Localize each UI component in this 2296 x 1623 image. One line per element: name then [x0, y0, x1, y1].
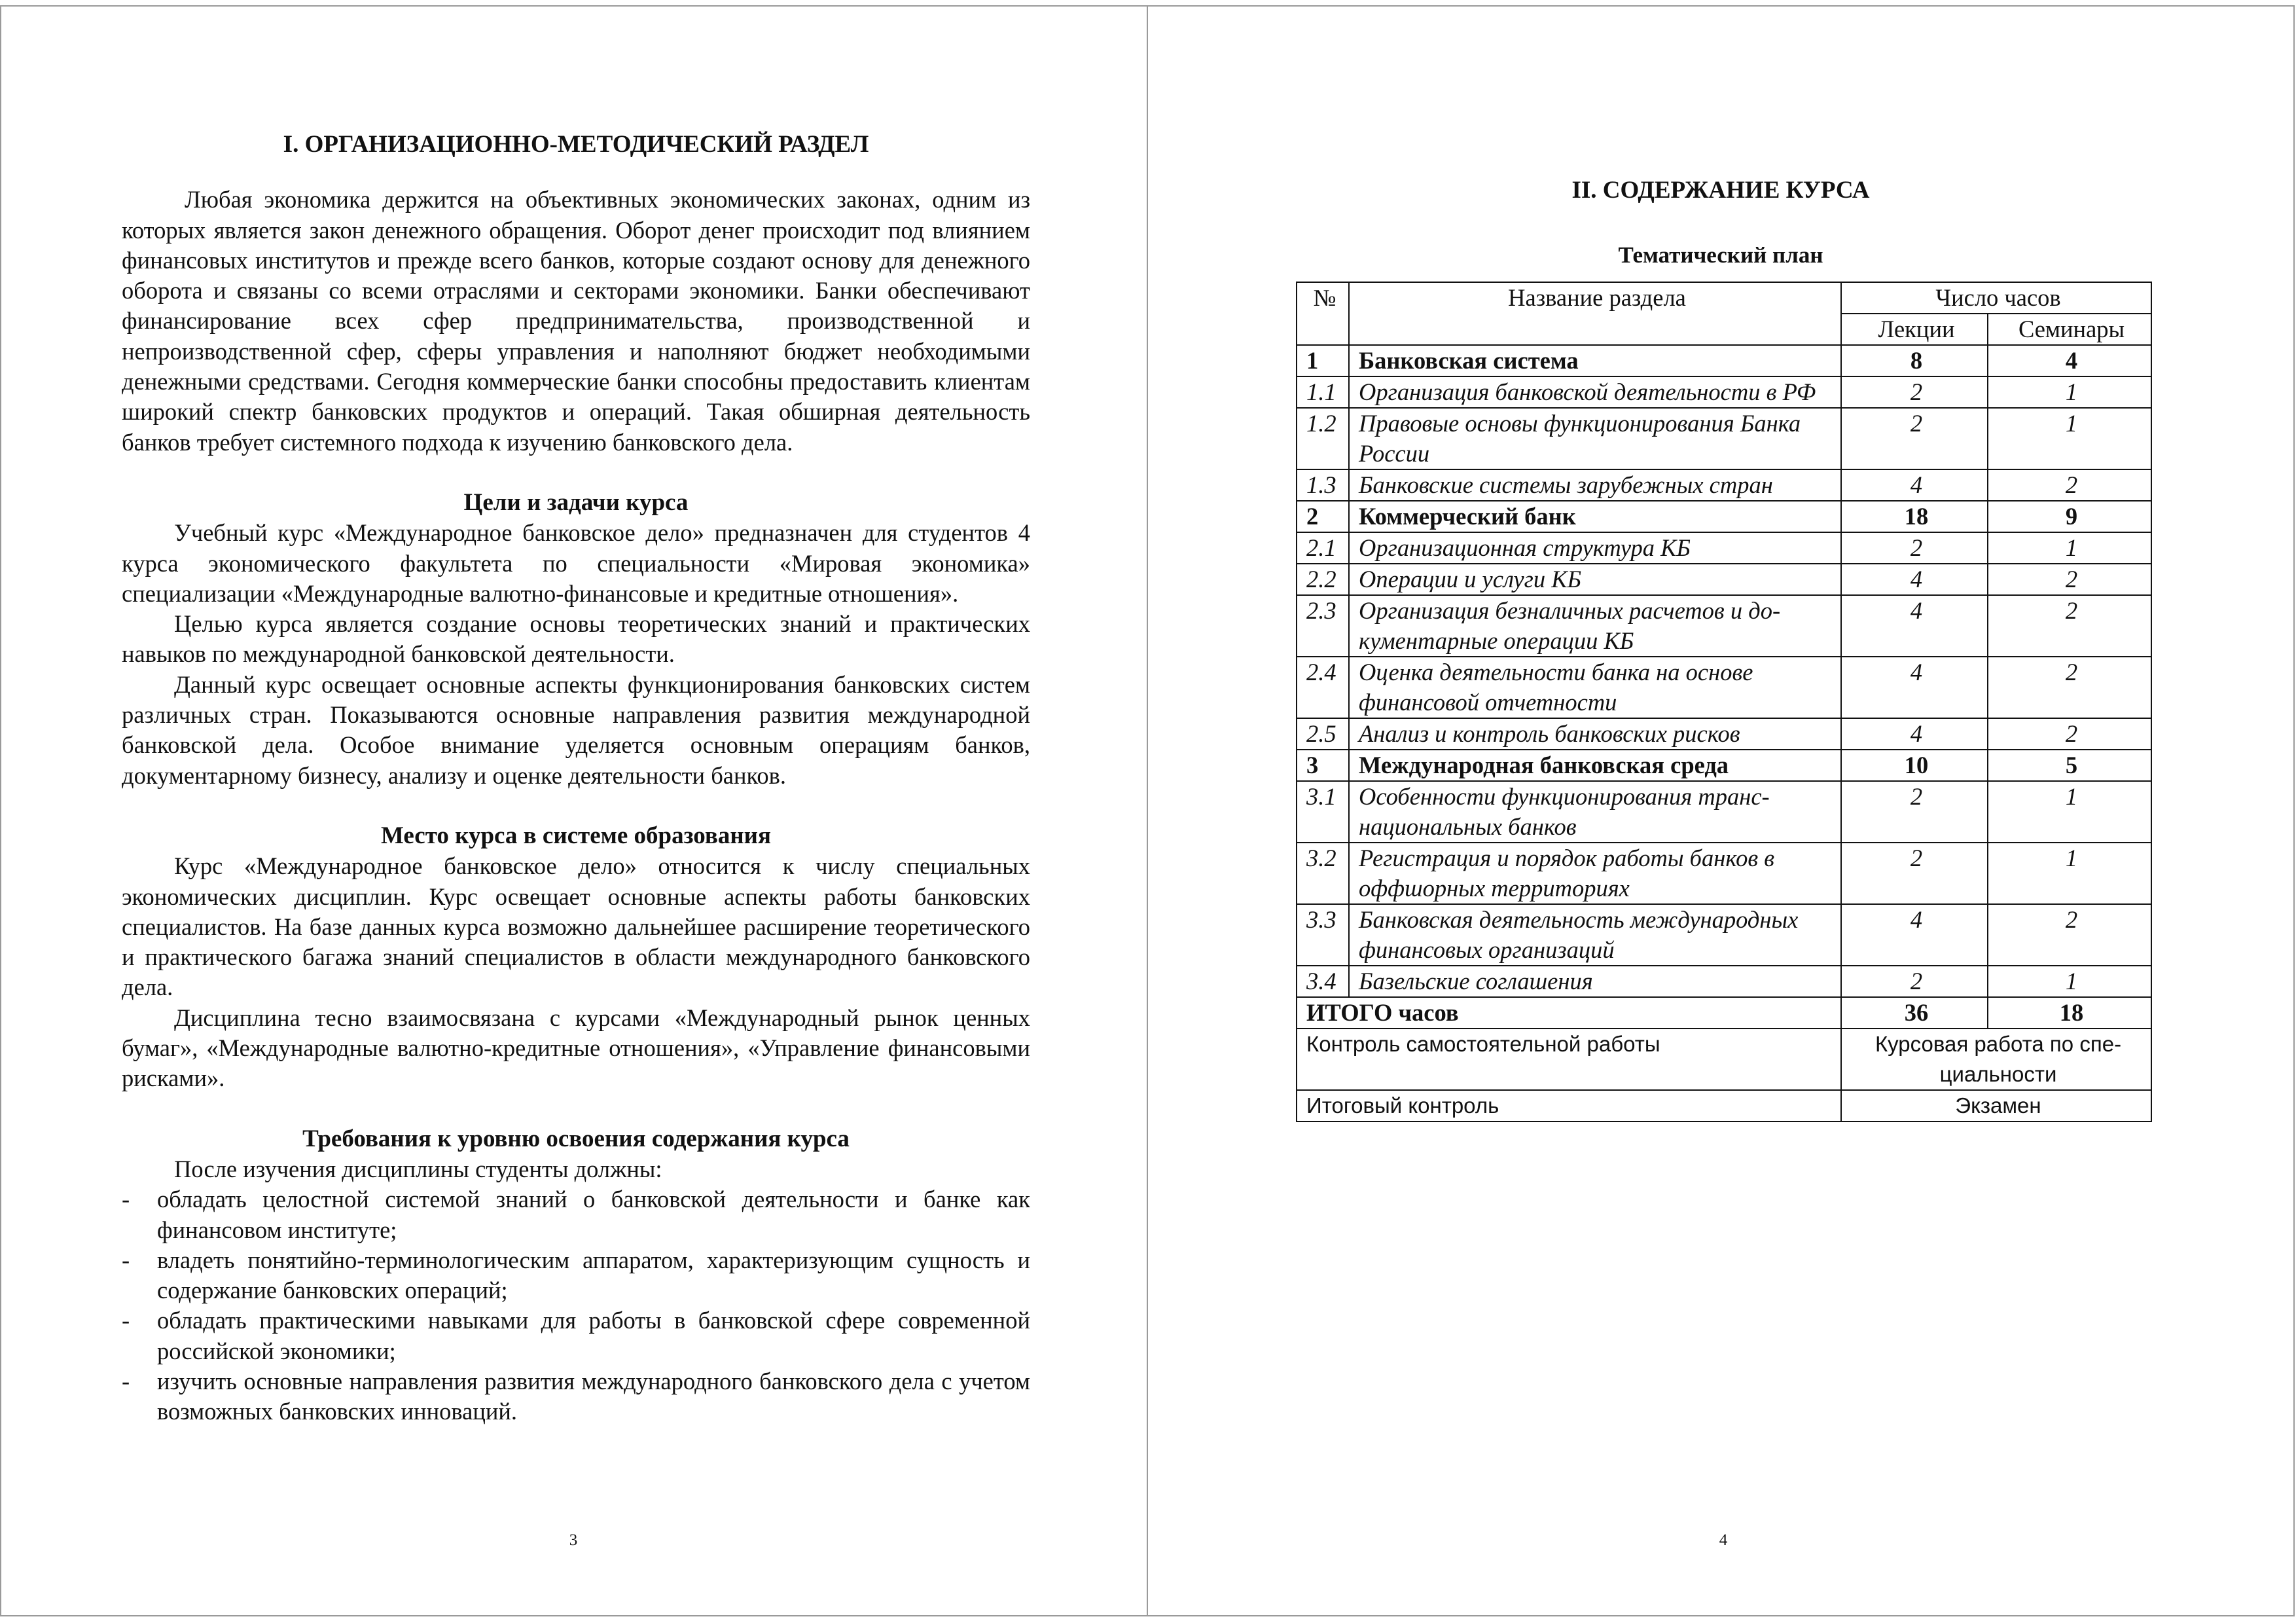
table-row — [1297, 781, 2151, 843]
control-label: Контроль самостоятельной работы — [1297, 1029, 1841, 1090]
table-row — [1297, 408, 2151, 469]
goals-heading: Цели и задачи курса — [463, 488, 689, 516]
requirement-item — [122, 1305, 1030, 1366]
row-seminars: 1 — [1988, 843, 2151, 904]
row-seminars: 9 — [1988, 501, 2151, 532]
spacer — [122, 791, 1030, 821]
table-row — [1297, 532, 2151, 564]
row-seminars: 1 — [1988, 966, 2151, 997]
row-seminars: 2 — [1988, 564, 2151, 595]
page-number: 4 — [1719, 1531, 1728, 1549]
final-control-value: Экзамен — [1841, 1090, 2151, 1122]
place-paragraph: Курс «Международное банковское дело» относится к числу специальных экономических дисциплин. Курс освещает основные аспекты работы банковских специалистов. На базе данных курса возможно дальнейшее расширение теоретического и практического багажа знаний специалистов в области международного банковского дела. — [122, 852, 1030, 1001]
row-lectures: 4 — [1841, 904, 1988, 966]
row-seminars: 1 — [1988, 532, 2151, 564]
row-number: 3.4 — [1297, 966, 1349, 997]
row-lectures: 2 — [1841, 408, 1988, 469]
total-label: ИТОГО часов — [1297, 997, 1841, 1029]
row-number: 1 — [1297, 345, 1349, 376]
requirement-text: обладать целостной системой знаний о банковской деятельности и банке как финансовом институте; — [157, 1186, 1030, 1243]
row-lectures: 10 — [1841, 750, 1988, 781]
table-final-row — [1297, 1090, 2151, 1122]
header-lectures: Лекции — [1841, 314, 1988, 345]
requirement-item — [122, 1366, 1030, 1427]
row-name: Операции и услуги КБ — [1349, 564, 1841, 595]
row-seminars: 1 — [1988, 376, 2151, 408]
row-number: 1.1 — [1297, 376, 1349, 408]
requirement-item — [122, 1245, 1030, 1306]
table-row — [1297, 501, 2151, 532]
row-seminars: 2 — [1988, 904, 2151, 966]
table-total-row — [1297, 997, 2151, 1029]
row-name: Особенности функционирования транснациональных банков — [1349, 781, 1841, 843]
row-name: Организация безналичных расчетов и документарные операции КБ — [1349, 595, 1841, 657]
row-name: Коммерческий банк — [1349, 501, 1841, 532]
page-number: 3 — [569, 1531, 578, 1549]
left-page — [0, 5, 1149, 1616]
row-seminars: 2 — [1988, 718, 2151, 750]
row-seminars: 5 — [1988, 750, 2151, 781]
left-page-content — [122, 130, 1030, 1427]
table-row — [1297, 345, 2151, 376]
row-seminars: 1 — [1988, 408, 2151, 469]
requirement-text: владеть понятийно-терминологическим аппаратом, характеризующим сущность и содержание банковских операций; — [157, 1246, 1030, 1304]
row-number: 2 — [1297, 501, 1349, 532]
row-lectures: 18 — [1841, 501, 1988, 532]
row-number: 3 — [1297, 750, 1349, 781]
row-number: 2.1 — [1297, 532, 1349, 564]
row-name: Банковские системы зарубежных стран — [1349, 469, 1841, 501]
table-row — [1297, 904, 2151, 966]
section-heading-course-content: II. СОДЕРЖАНИЕ КУРСА — [1571, 176, 1870, 204]
header-section-name: Название раздела — [1349, 282, 1841, 345]
row-seminars: 2 — [1988, 595, 2151, 657]
row-name: Организация банковской деятельности в РФ — [1349, 376, 1841, 408]
row-seminars: 4 — [1988, 345, 2151, 376]
requirement-item — [122, 1184, 1030, 1245]
row-name: Базельские соглашения — [1349, 966, 1841, 997]
row-seminars: 2 — [1988, 469, 2151, 501]
row-number: 1.3 — [1297, 469, 1349, 501]
final-control-label: Итоговый контроль — [1297, 1090, 1841, 1122]
spacer — [122, 458, 1030, 488]
row-seminars: 2 — [1988, 657, 2151, 718]
goals-paragraph: Учебный курс «Международное банковское дело» предназначен для студентов 4 курса экономического факультета по специальности «Мировая экономика» специализации «Международные валютно-финансовые и кредитные отношения». — [122, 519, 1030, 607]
thematic-plan-table — [1296, 282, 2152, 1122]
row-name: Оценка деятельности банка на основе финансовой отчетности — [1349, 657, 1841, 718]
dash-bullet: - — [122, 1307, 130, 1334]
table-row — [1297, 657, 2151, 718]
requirements-list — [122, 1184, 1030, 1427]
table-header-row — [1297, 282, 2151, 314]
row-lectures: 2 — [1841, 532, 1988, 564]
header-hours: Число часов — [1841, 282, 2151, 314]
goals-paragraph: Целью курса является создание основы теоретических знаний и практических навыков по международной банковской деятельности. — [122, 610, 1030, 668]
total-seminars: 18 — [1988, 997, 2151, 1029]
dash-bullet: - — [122, 1367, 130, 1395]
row-lectures: 2 — [1841, 966, 1988, 997]
header-seminars: Семинары — [1988, 314, 2151, 345]
goals-paragraph: Данный курс освещает основные аспекты функционирования банковских систем различных стран. Показываются основные направления развития международной банковской дела. Особое внимание уделяется основным операциям банков, документарному бизнесу, анализу и оценке деятельности банков. — [122, 670, 1030, 789]
row-number: 2.5 — [1297, 718, 1349, 750]
row-seminars: 1 — [1988, 781, 2151, 843]
requirement-text: обладать практическими навыками для работы в банковской сфере современной российской экономики; — [157, 1307, 1030, 1364]
row-number: 3.2 — [1297, 843, 1349, 904]
table-row — [1297, 564, 2151, 595]
requirements-heading: Требования к уровню освоения содержания курса — [302, 1125, 850, 1152]
requirements-intro: После изучения дисциплины студенты должны: — [174, 1155, 662, 1182]
spacer — [122, 1094, 1030, 1124]
row-lectures: 8 — [1841, 345, 1988, 376]
right-page-content — [1148, 7, 2293, 1615]
total-lectures: 36 — [1841, 997, 1988, 1029]
table-row — [1297, 966, 2151, 997]
row-name: Банковская система — [1349, 345, 1841, 376]
section-heading-organizational: I. ОРГАНИЗАЦИОННО-МЕТОДИЧЕСКИЙ РАЗДЕЛ — [283, 131, 869, 158]
requirement-text: изучить основные направления развития международного банковского дела с учетом возможных банковских инноваций. — [157, 1367, 1030, 1425]
row-lectures: 4 — [1841, 564, 1988, 595]
table-row — [1297, 469, 2151, 501]
row-name: Банковская деятельность международных финансовых организаций — [1349, 904, 1841, 966]
dash-bullet: - — [122, 1246, 130, 1273]
row-number: 2.3 — [1297, 595, 1349, 657]
place-paragraph: Дисциплина тесно взаимосвязана с курсами «Международный рынок ценных бумаг», «Международные валютно-кредитные отношения», «Управление финансовыми рисками». — [122, 1004, 1030, 1092]
row-lectures: 4 — [1841, 718, 1988, 750]
row-lectures: 2 — [1841, 376, 1988, 408]
row-number: 3.3 — [1297, 904, 1349, 966]
dash-bullet: - — [122, 1186, 130, 1213]
table-row — [1297, 376, 2151, 408]
control-value: Курсовая работа по специальности — [1841, 1029, 2151, 1090]
table-row — [1297, 843, 2151, 904]
table-row — [1297, 595, 2151, 657]
row-lectures: 4 — [1841, 657, 1988, 718]
row-name: Организационная структура КБ — [1349, 532, 1841, 564]
header-number: № — [1297, 282, 1349, 345]
table-row — [1297, 750, 2151, 781]
row-lectures: 2 — [1841, 781, 1988, 843]
thematic-plan-heading: Тематический план — [1618, 242, 1823, 268]
row-number: 3.1 — [1297, 781, 1349, 843]
row-lectures: 4 — [1841, 595, 1988, 657]
row-name: Анализ и контроль банковских рисков — [1349, 718, 1841, 750]
row-name: Правовые основы функционирования Банка России — [1349, 408, 1841, 469]
row-number: 2.4 — [1297, 657, 1349, 718]
row-lectures: 2 — [1841, 843, 1988, 904]
intro-paragraph: Любая экономика держится на объективных экономических законах, одним из которых является закон денежного обращения. Оборот денег происходит под влиянием финансовых институтов и прежде всего банков, которые создают основу для денежного оборота и связаны со всеми отраслями и секторами экономики. Банки обеспечивают финансирование всех сфер предпринимательства, производственной и непроизводственной сфер, сферы управления и наполняют бюджет необходимыми денежными средствами. Сегодня коммерческие банки способны предоставить клиентам широкий спектр банковских продуктов и операций. Такая обширная деятельность банков требует системного подхода к изучению банковского дела. — [122, 186, 1030, 456]
row-lectures: 4 — [1841, 469, 1988, 501]
row-number: 1.2 — [1297, 408, 1349, 469]
row-name: Международная банковская среда — [1349, 750, 1841, 781]
table-row — [1297, 718, 2151, 750]
row-name: Регистрация и порядок работы банков в оффшорных территориях — [1349, 843, 1841, 904]
place-heading: Место курса в системе образования — [381, 822, 771, 849]
row-number: 2.2 — [1297, 564, 1349, 595]
right-page — [1147, 5, 2295, 1616]
table-control-row — [1297, 1029, 2151, 1090]
table-body — [1297, 345, 2151, 1122]
